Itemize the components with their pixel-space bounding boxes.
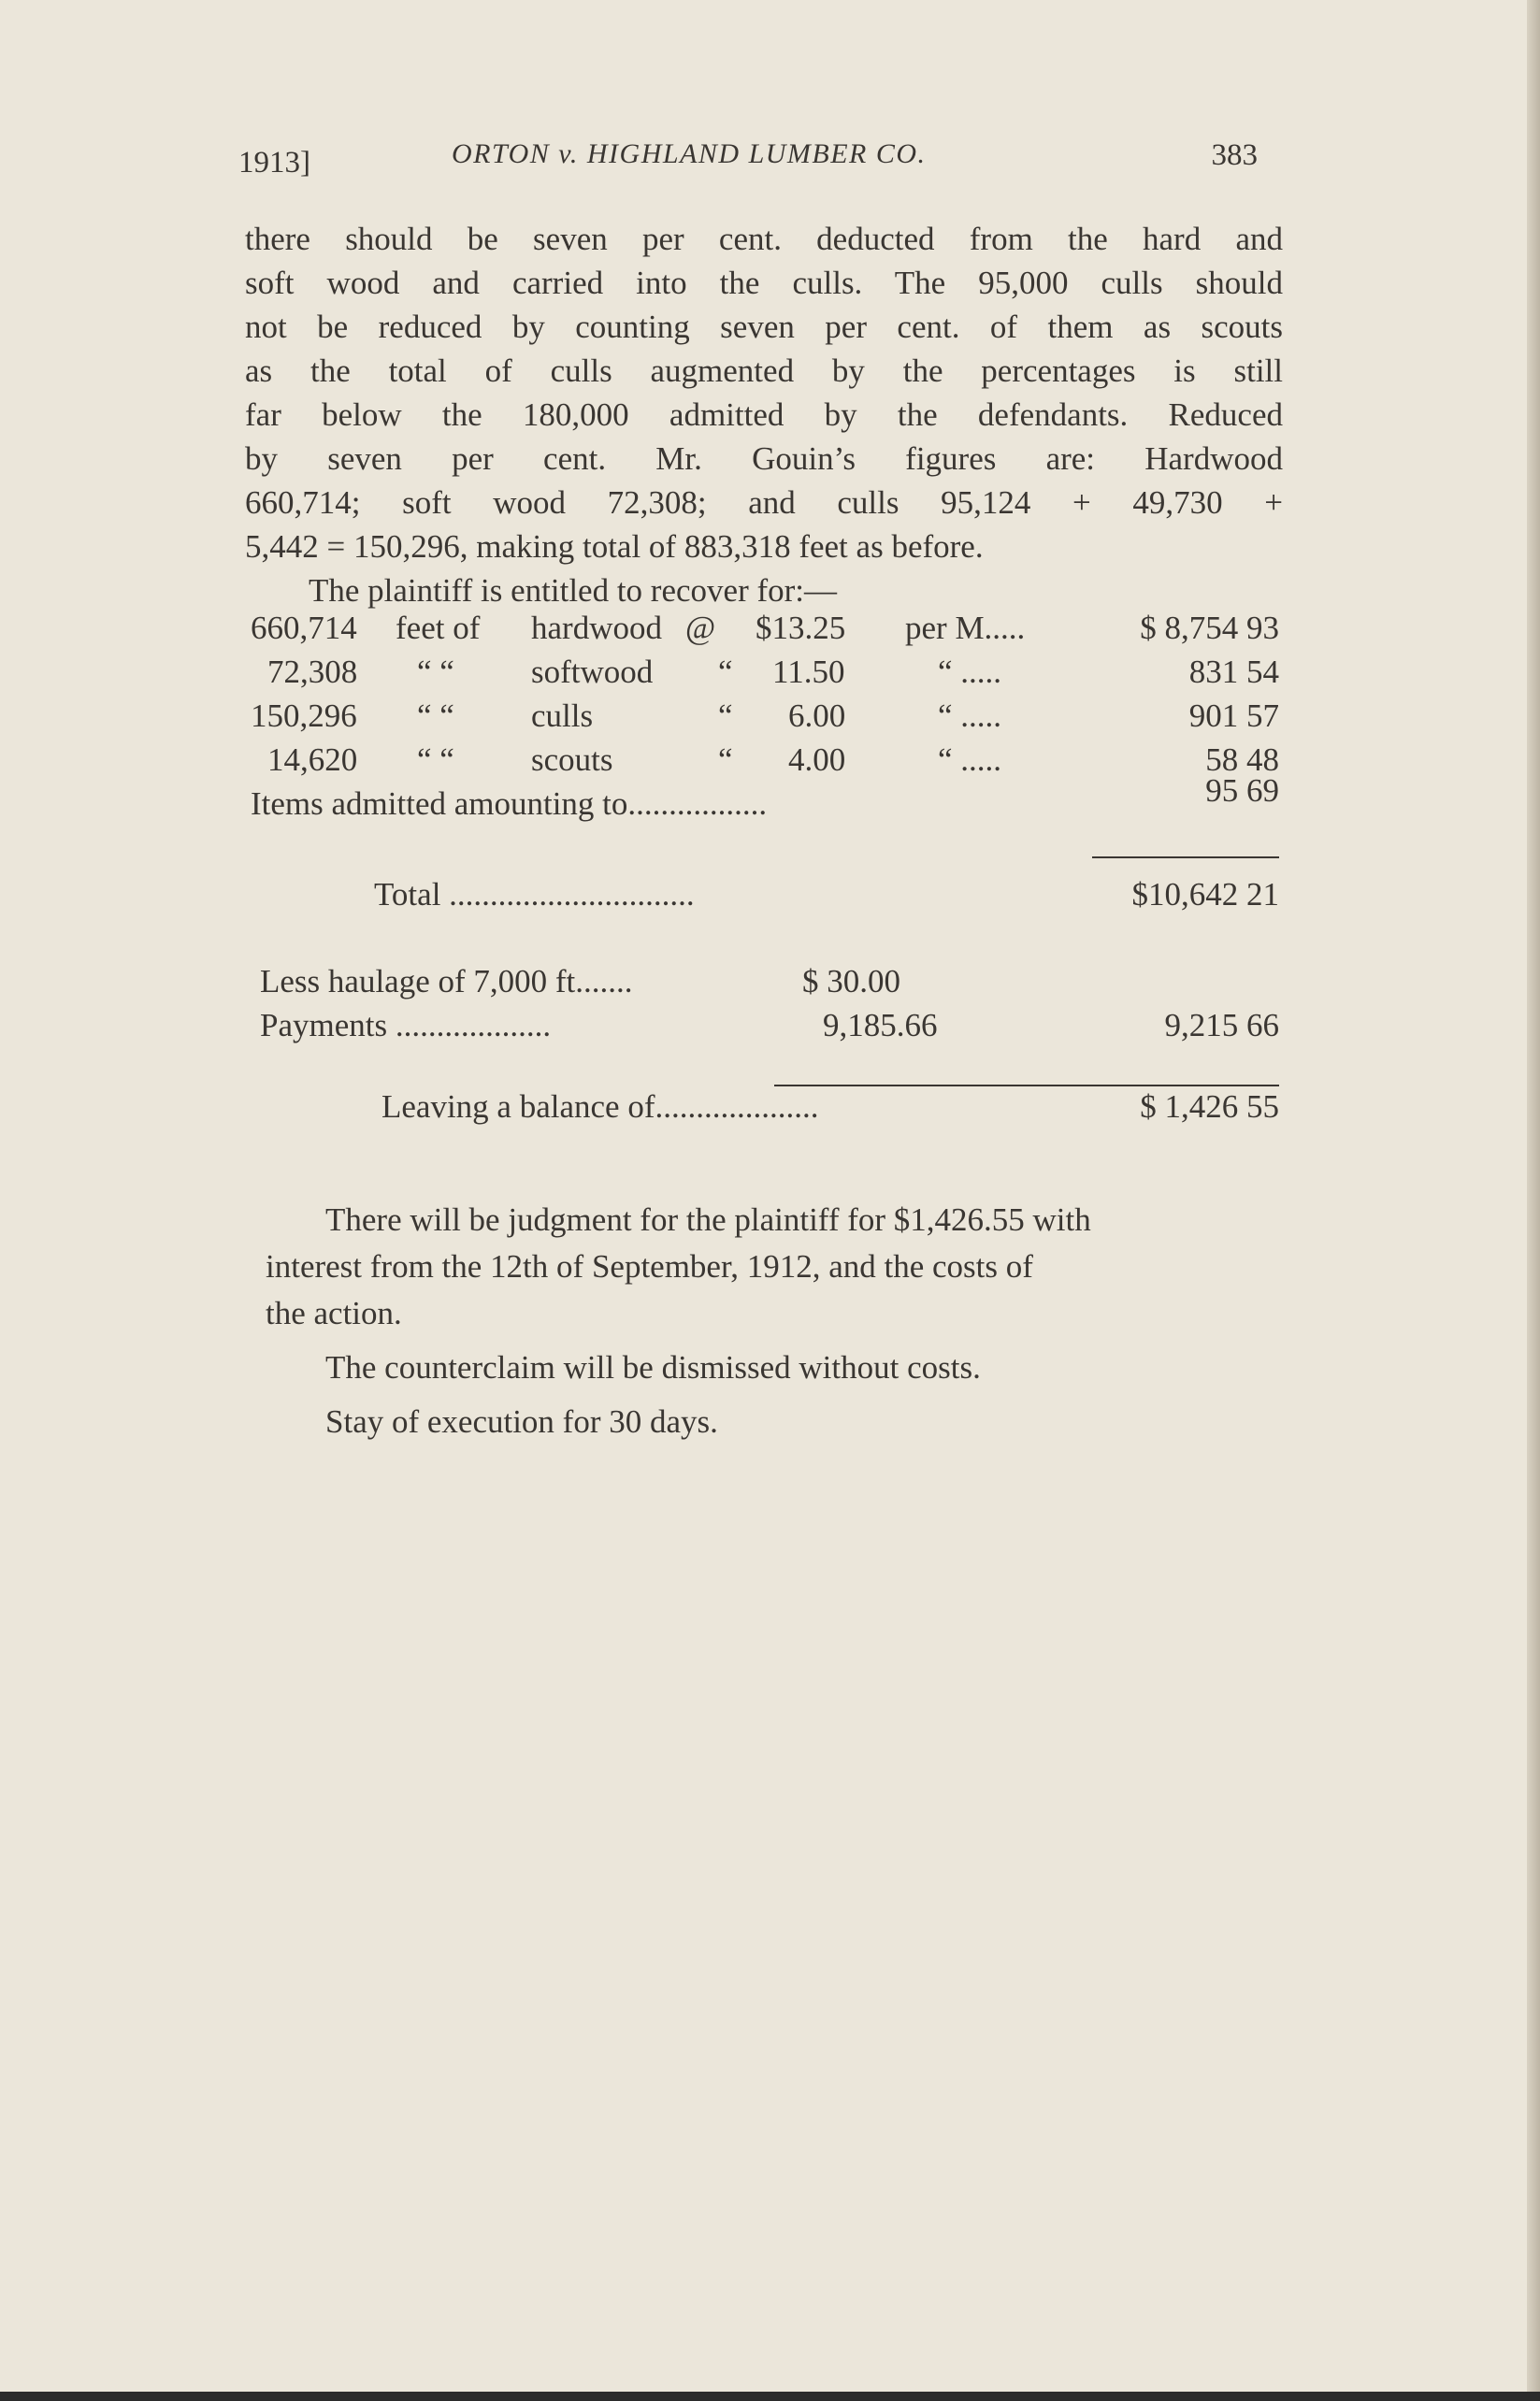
- table-row: [251, 772, 1279, 829]
- text-line: 660,714; soft wood 72,308; and culls 95,124 + 49,730 +: [245, 484, 1283, 521]
- item-per: “ .....: [938, 741, 1002, 778]
- item-kind: culls: [531, 697, 594, 734]
- haulage-row: [251, 963, 1279, 1007]
- item-qty: 14,620: [267, 741, 358, 778]
- balance-rule: [774, 1085, 1279, 1086]
- item-amount: 58 48: [1205, 741, 1279, 778]
- item-amount: $ 8,754 93: [1140, 610, 1279, 646]
- table-row: [251, 741, 1279, 785]
- admitted-label: Items admitted amounting to.................: [251, 785, 768, 822]
- balance-row: [251, 1088, 1279, 1132]
- item-ditto: “: [718, 654, 733, 690]
- item-rate: 11.50: [772, 654, 845, 690]
- item-kind: hardwood: [531, 610, 662, 646]
- item-qty: 72,308: [267, 654, 358, 690]
- balance-amount: $ 1,426 55: [1140, 1088, 1279, 1125]
- payments-sum: 9,215 66: [1164, 1007, 1279, 1043]
- item-rate: 4.00: [788, 741, 846, 778]
- item-qty: 150,296: [251, 697, 357, 734]
- text-line: not be reduced by counting seven per cent. of them as scouts: [245, 309, 1283, 345]
- item-unit: “ “: [417, 741, 454, 778]
- haulage-amount: $ 30.00: [802, 963, 900, 999]
- sum-rule: [1092, 856, 1279, 858]
- total-label: Total ..............................: [374, 876, 695, 913]
- item-ditto: “: [718, 697, 733, 734]
- running-header: [238, 138, 1258, 191]
- total-amount: $10,642 21: [1131, 876, 1279, 913]
- text-line: there should be seven per cent. deducted from the hard and: [245, 221, 1283, 257]
- text-line: There will be judgment for the plaintiff for $1,426.55 with: [325, 1201, 1091, 1238]
- item-unit: “ “: [417, 697, 454, 734]
- counterclaim-paragraph: The counterclaim will be dismissed without costs.: [325, 1349, 981, 1386]
- admitted-amount: 95 69: [1205, 772, 1279, 809]
- item-rate: $13.25: [756, 610, 846, 646]
- table-row: [251, 654, 1279, 697]
- item-kind: scouts: [531, 741, 613, 778]
- stay-paragraph: Stay of execution for 30 days.: [325, 1403, 718, 1440]
- text-line: 5,442 = 150,296, making total of 883,318 feet as before.: [245, 528, 984, 565]
- payments-amount: 9,185.66: [823, 1007, 938, 1043]
- item-amount: 901 57: [1188, 697, 1279, 734]
- item-at: @: [685, 610, 716, 646]
- balance-label: Leaving a balance of....................: [381, 1088, 819, 1125]
- item-kind: softwood: [531, 654, 654, 690]
- item-per: per M.....: [905, 610, 1026, 646]
- table-row: [251, 697, 1279, 741]
- closing-text: [266, 1197, 1285, 1453]
- table-row: [251, 610, 1279, 654]
- total-row: [251, 876, 1279, 920]
- page-number: 383: [1211, 138, 1258, 172]
- text-line: soft wood and carried into the culls. The 95,000 culls should: [245, 265, 1283, 301]
- payments-label: Payments ...................: [260, 1007, 552, 1043]
- payments-row: [251, 1007, 1279, 1051]
- text-line: the action.: [266, 1295, 402, 1331]
- header-year: 1913]: [238, 146, 310, 180]
- item-per: “ .....: [938, 654, 1002, 690]
- paragraph-1: [245, 217, 1283, 568]
- item-unit: “ “: [417, 654, 454, 690]
- page-edge: [1527, 0, 1540, 2401]
- header-case-title: ORTON v. HIGHLAND LUMBER CO.: [452, 138, 927, 169]
- text-line: as the total of culls augmented by the percentages is still: [245, 352, 1283, 389]
- text-line: far below the 180,000 admitted by the defendants. Reduced: [245, 396, 1283, 433]
- item-per: “ .....: [938, 697, 1002, 734]
- text-line: interest from the 12th of September, 1912, and the costs of: [266, 1248, 1033, 1285]
- body-text: [245, 217, 1283, 612]
- item-unit: feet of: [396, 610, 481, 646]
- recover-intro: The plaintiff is entitled to recover for:—: [309, 572, 838, 609]
- account-table: [251, 610, 1279, 1132]
- item-amount: 831 54: [1188, 654, 1279, 690]
- item-ditto: “: [718, 741, 733, 778]
- item-rate: 6.00: [788, 697, 846, 734]
- item-qty: 660,714: [251, 610, 357, 646]
- haulage-label: Less haulage of 7,000 ft.......: [260, 963, 633, 999]
- page-bottom-edge: [0, 2392, 1540, 2401]
- judgment-paragraph: [266, 1197, 1285, 1337]
- text-line: by seven per cent. Mr. Gouin’s figures are: Hardwood: [245, 440, 1283, 477]
